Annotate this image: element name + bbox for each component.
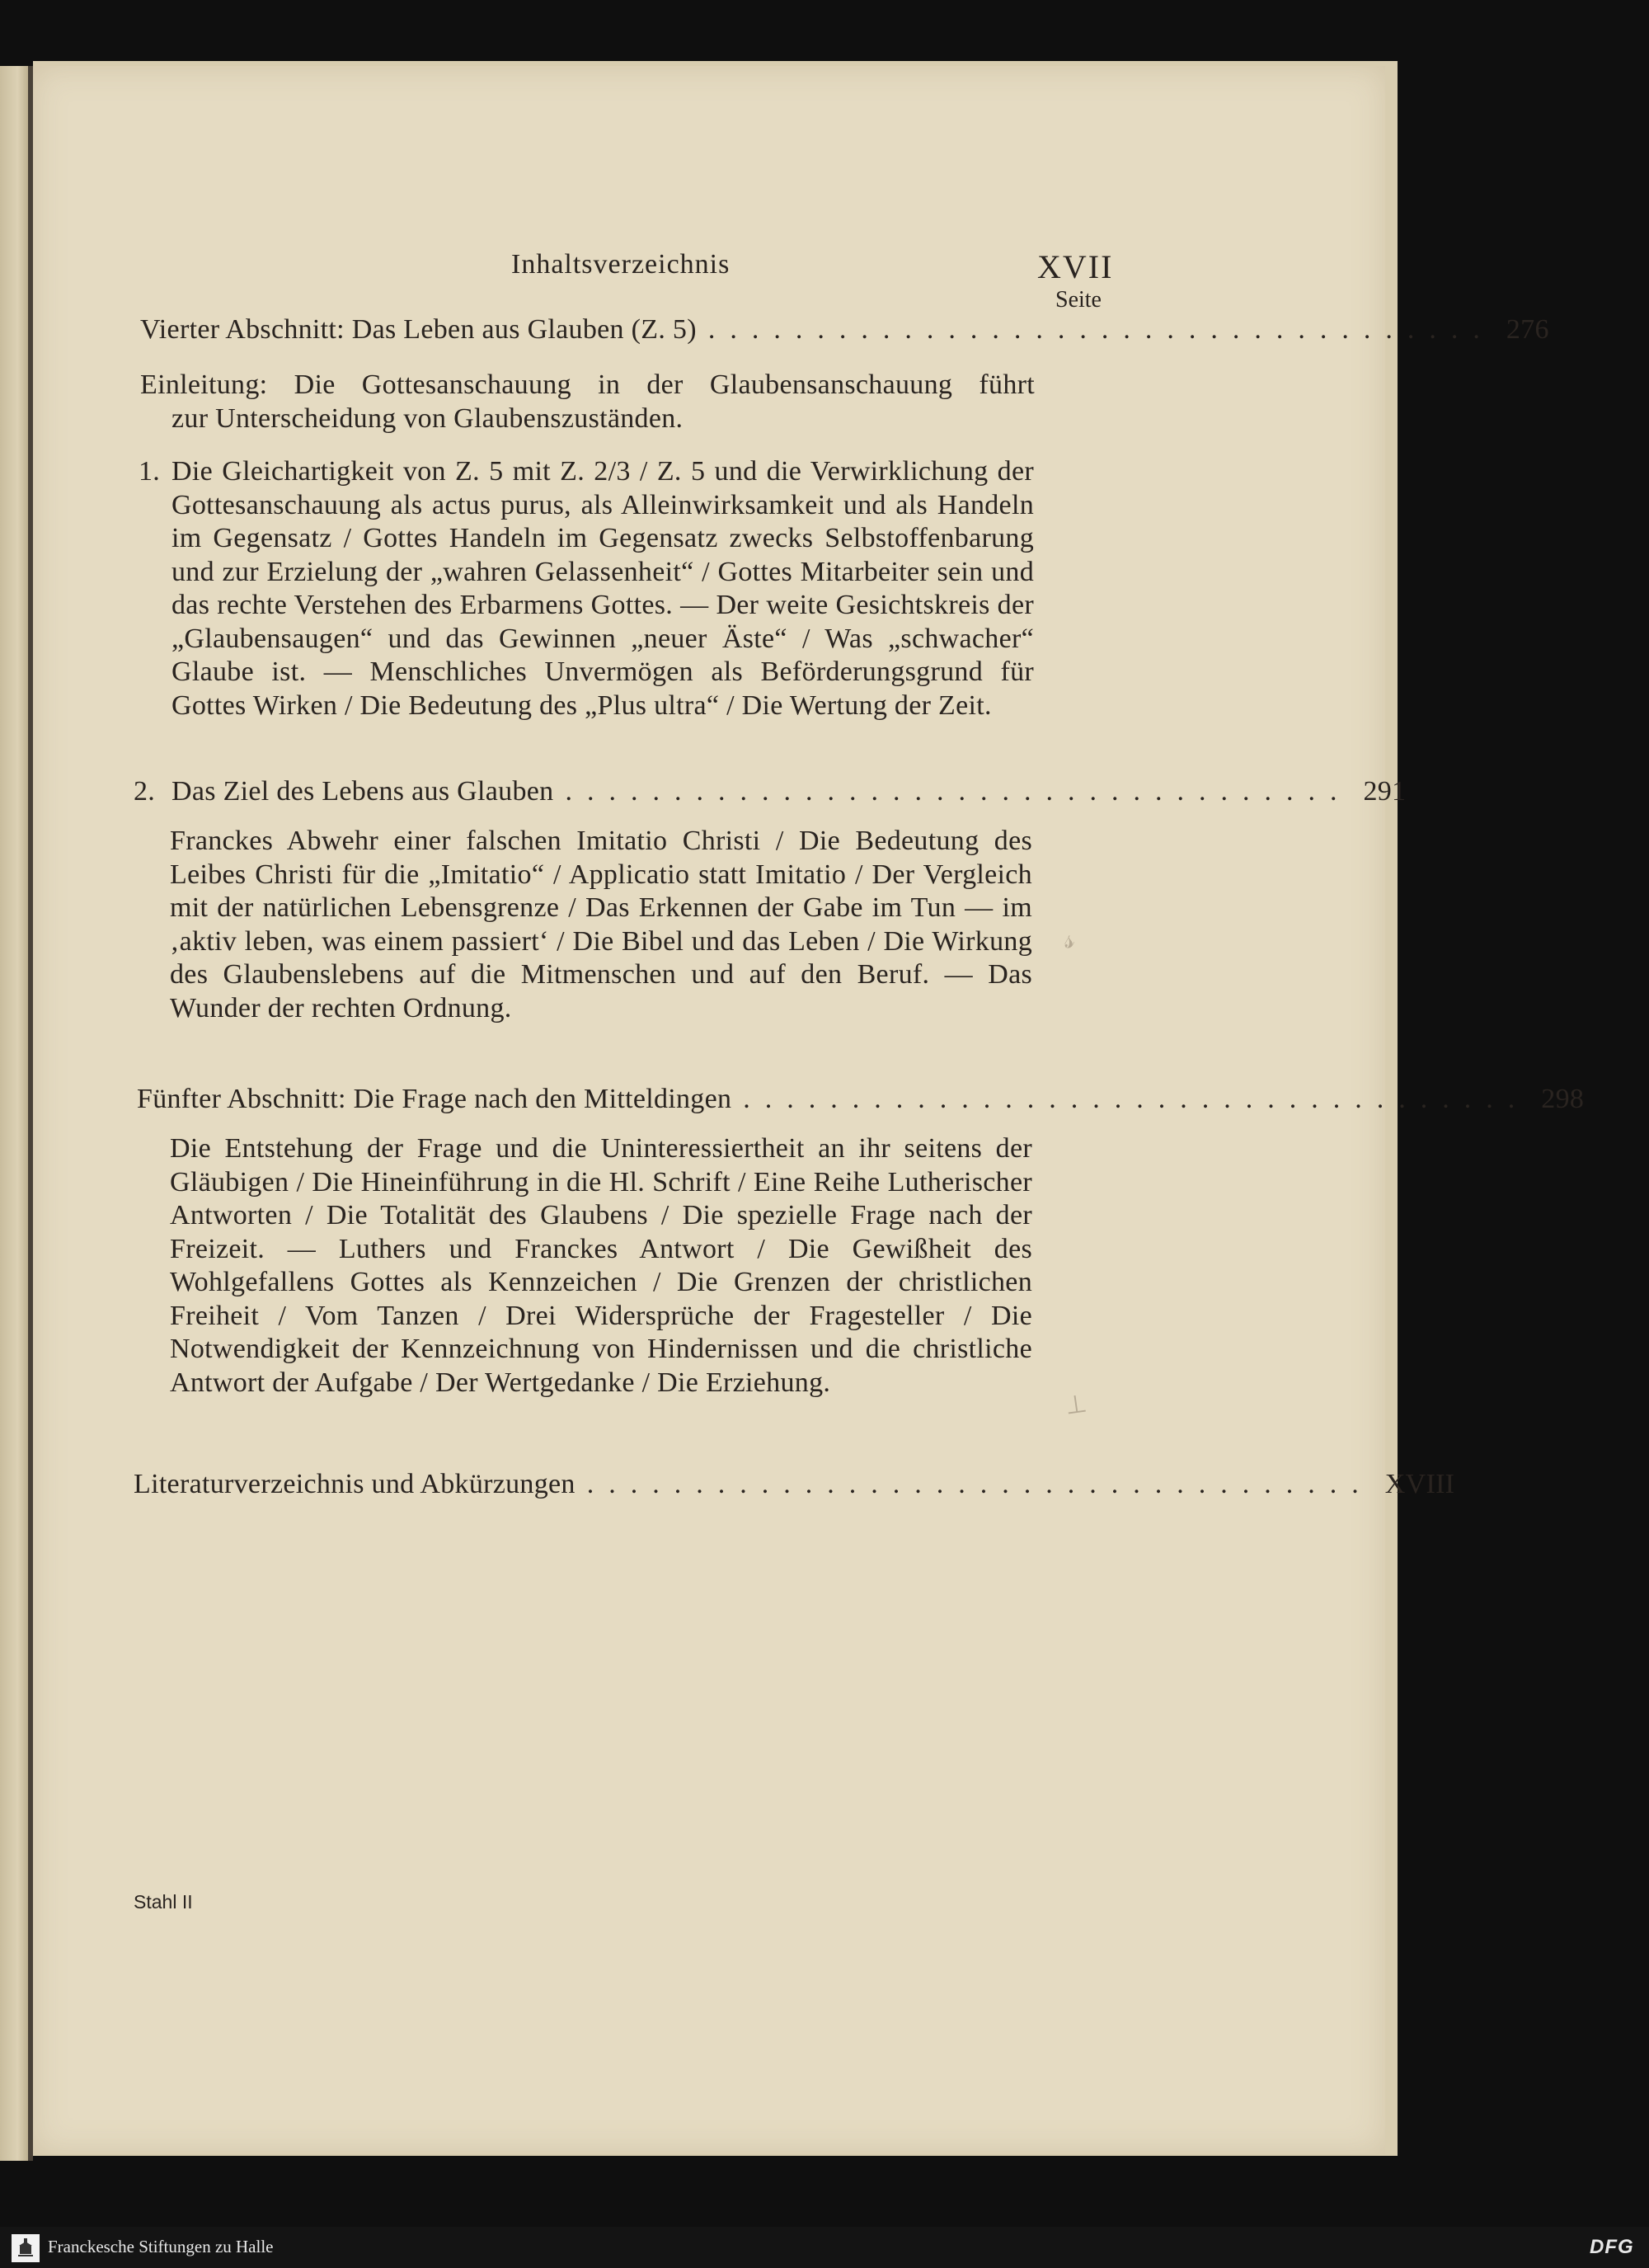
page-column-label: Seite xyxy=(1055,287,1102,313)
toc-entry-item-2 xyxy=(171,775,1407,809)
pencil-mark: ⊥ xyxy=(1063,1389,1089,1421)
toc-entry-label: Das Ziel des Lebens aus Glauben xyxy=(171,776,554,807)
signature-mark: Stahl II xyxy=(134,1891,193,1913)
institution-name: Franckesche Stiftungen zu Halle xyxy=(48,2237,274,2256)
institution-logo-icon xyxy=(12,2234,40,2262)
leader-dots: .................................... xyxy=(565,776,1352,807)
einleitung-line-2: zur Unterscheidung von Glaubenszuständen. xyxy=(171,402,684,434)
dfg-logo: DFG xyxy=(1590,2236,1634,2258)
toc-section-5-summary: Die Entstehung der Frage und die Uninteressiertheit an ihr seitens der Gläubigen / Die Hineinführung in die Hl. Schrift / Eine Reihe Lutherischer Antworten / Die Totalität des Glaubens / Die spezielle Frage nach der Freizeit. — Luthers und Franckes Antwort / Die Gewißheit des Wohlgefallens Gottes als Kennzeichen / Die Grenzen der christlichen Freiheit / Vom Tanzen / Drei Widersprüche der Fragesteller / Die Notwendigkeit der Kennzeichnung von Hindernissen und die christliche Antwort der Aufgabe / Der Wertgedanke / Die Erziehung. xyxy=(170,1133,1032,1398)
einleitung-line-1: Einleitung: Die Gottesanschauung in der Glaubensanschauung führt xyxy=(140,369,1035,400)
running-head-title: Inhaltsverzeichnis xyxy=(511,249,731,280)
page-number: XVII xyxy=(1037,248,1114,285)
toc-entry-section-5 xyxy=(137,1083,1585,1117)
toc-entry-page: 276 xyxy=(1506,314,1549,345)
pencil-mark: 𝓈 xyxy=(1059,921,1078,956)
toc-entry-page: XVIII xyxy=(1384,1469,1455,1499)
toc-einleitung xyxy=(140,369,1035,435)
toc-item-number: 1. xyxy=(139,456,161,487)
toc-item-1-summary: Die Gleichartigkeit von Z. 5 mit Z. 2/3 / Z. 5 und die Verwirklichung der Gottesanschauung als actus purus, als Alleinwirksamkeit und als Handeln im Gegensatz / Gottes Handeln im Gegensatz zwecks Selbstoffenbarung und zur Erzielung der „wahren Gelassenheit“ / Gottes Mitarbeiter sein und das rechte Verstehen des Erbarmens Gottes. — Der weite Gesichtskreis der „Glaubensaugen“ und das Gewinnen „neuer Äste“ / Was „schwacher“ Glaube ist. — Menschliches Unvermögen als Beförderungsgrund für Gottes Wirken / Die Bedeutung des „Plus ultra“ / Die Wertung der Zeit. xyxy=(171,456,1034,721)
toc-item-2-summary: Franckes Abwehr einer falschen Imitatio Christi / Die Bedeutung des Leibes Christi für die „Imitatio“ / Applicatio statt Imitatio / Der Vergleich mit der natürlichen Lebensgrenze / Das Erkennen der Gabe im Tun — im ‚aktiv leben, was einem passiert‘ / Die Bibel und das Leben / Die Wirkung des Glaubenslebens auf die Mitmenschen und auf den Beruf. — Das Wunder der rechten Ordnung. xyxy=(170,826,1032,1023)
leader-dots: .................................... xyxy=(707,314,1495,345)
toc-entry-literature xyxy=(134,1468,1455,1502)
toc-entry-label: Fünfter Abschnitt: Die Frage nach den Mitteldingen xyxy=(137,1084,732,1114)
previous-page-edge xyxy=(0,66,30,2161)
toc-entry-label: Vierter Abschnitt: Das Leben aus Glauben (Z. 5) xyxy=(140,314,697,345)
toc-entry-page: 298 xyxy=(1541,1084,1585,1114)
leader-dots: .................................... xyxy=(586,1469,1374,1499)
toc-item-number: 2. xyxy=(134,776,156,807)
toc-entry-page: 291 xyxy=(1363,776,1407,807)
toc-entry-section-4 xyxy=(140,313,1549,347)
leader-dots: .................................... xyxy=(743,1084,1530,1114)
toc-entry-label: Literaturverzeichnis und Abkürzungen xyxy=(134,1469,576,1499)
